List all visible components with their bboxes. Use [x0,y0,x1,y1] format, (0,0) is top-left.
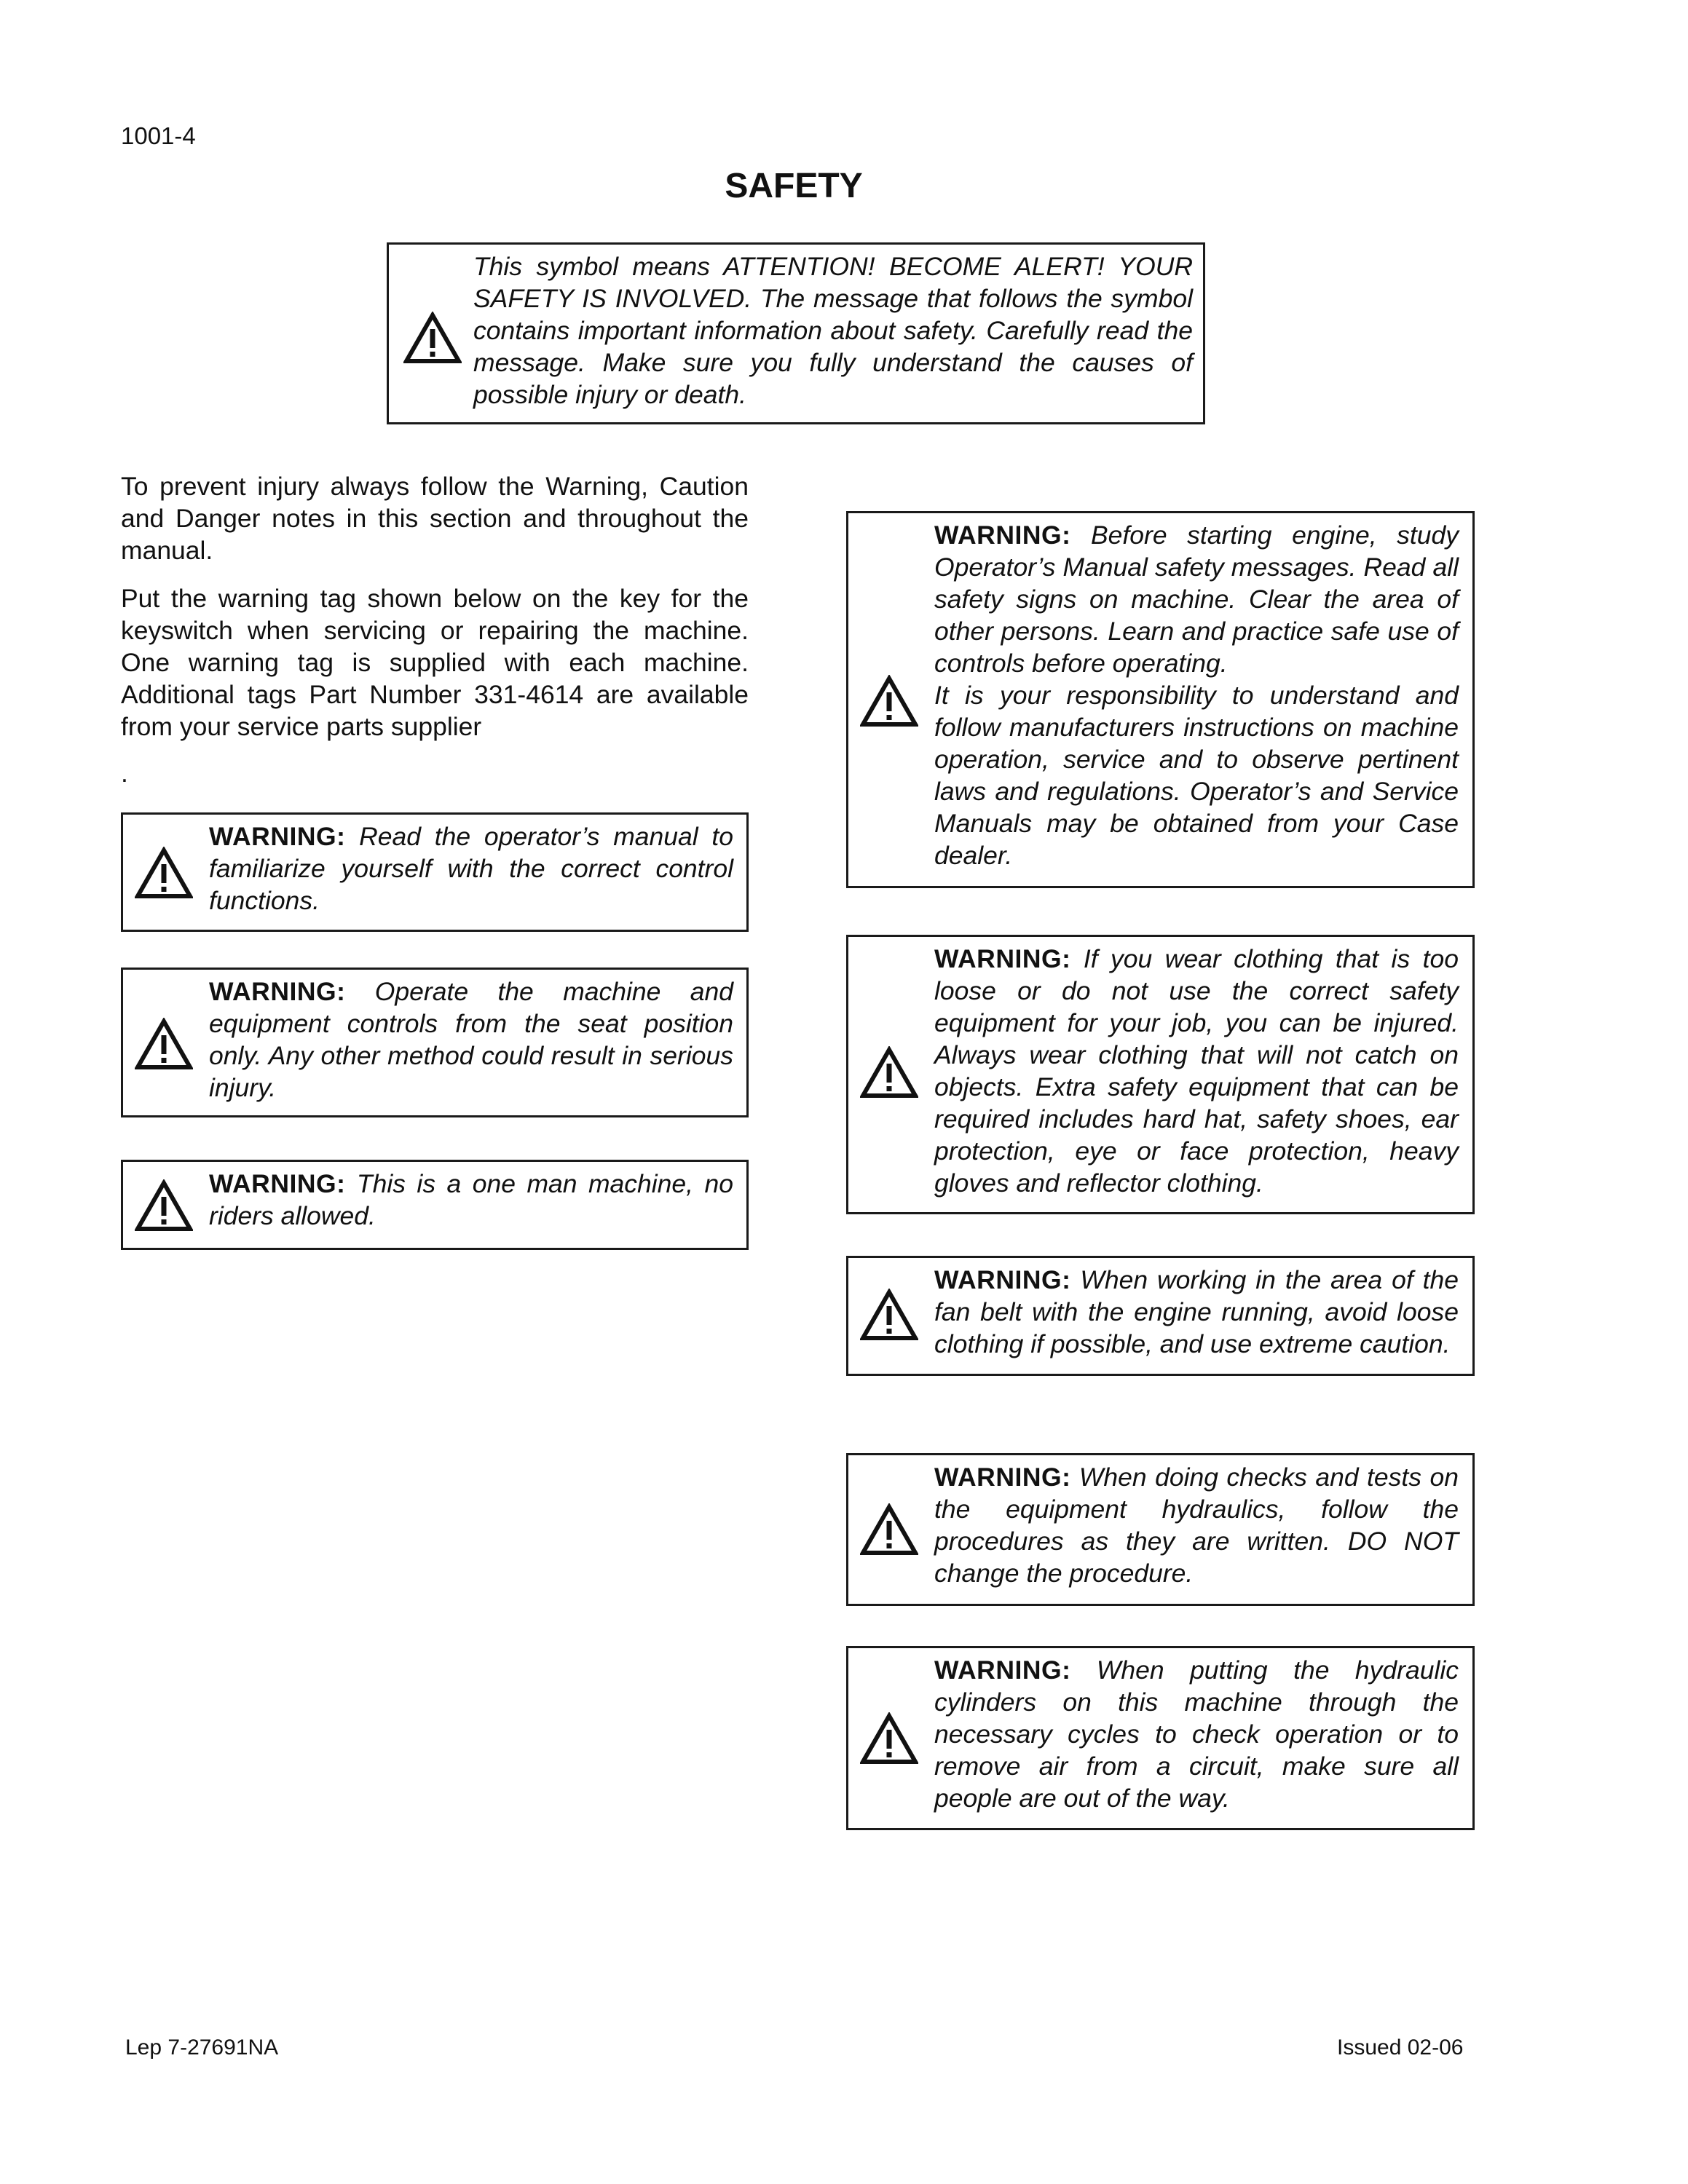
warning-message: When doing checks and tests on the equipment hydraulics, follow the procedures as they are written. DO NOT change the procedure. [934,1463,1459,1588]
warning-triangle-icon [860,1289,918,1341]
warning-message: This is a one man machine, no riders allowed. [209,1169,733,1230]
warning-label: WARNING: [934,1265,1071,1294]
footer-issue-date: Issued 02-06 [1337,2035,1464,2060]
warning-box-no-riders [121,1160,749,1250]
warning-message: Operate the machine and equipment controls from the seat position only. Any other method could result in serious injury. [209,977,733,1102]
warning-triangle-icon [860,675,918,727]
warning-label: WARNING: [209,1169,346,1198]
warning-triangle-icon [135,1018,193,1070]
warning-triangle-icon [403,312,462,364]
warning-triangle-icon [135,847,193,899]
warning-label: WARNING: [934,521,1071,550]
safety-symbol-text: This symbol means ATTENTION! BECOME ALERT! YOUR SAFETY IS INVOLVED. The message that follows the symbol contains important information about safety. Carefully read the message. Make sure you fully understand the causes of possible injury or death. [473,252,1193,409]
warning-label: WARNING: [934,944,1071,973]
warning-text [934,1461,1459,1589]
warning-text [934,519,1459,871]
warning-triangle-icon [860,1046,918,1099]
warning-text [209,976,733,1104]
warning-label: WARNING: [934,1463,1071,1492]
warning-box-clothing [846,935,1475,1214]
warning-box-seat-position [121,968,749,1117]
warning-message: If you wear clothing that is too loose or do not use the correct safety equipment for your job, you can be injured. Always wear clothing that will not catch on objects. Extra safety equipment that can be required includes hard hat, safety shoes, ear protection, eye or face protection, heavy gloves and reflector clothing. [934,944,1459,1198]
warning-box-hydraulic-checks [846,1453,1475,1606]
warning-message: When working in the area of the fan belt with the engine running, avoid loose clothing if possible, and use extreme caution. [934,1265,1459,1358]
warning-triangle-icon [860,1712,918,1765]
warning-tag-paragraph: Put the warning tag shown below on the key for the keyswitch when servicing or repairing the machine. One warning tag is supplied with each machine. Additional tags Part Number 331-4614 are available from your service parts supplier [121,584,749,741]
intro-paragraph: To prevent injury always follow the Warning, Caution and Danger notes in this section and throughout the manual. [121,472,749,565]
warning-message: Read the operator’s manual to familiarize yourself with the correct control functions. [209,822,733,915]
warning-label: WARNING: [209,977,346,1006]
warning-label: WARNING: [209,822,346,851]
page-number: 1001-4 [121,122,196,149]
warning-box-before-starting [846,511,1475,888]
warning-text [934,1264,1459,1360]
warning-text [209,820,733,917]
warning-text [934,943,1459,1199]
stray-period: . [121,759,128,788]
warning-message: When putting the hydraulic cylinders on this machine through the necessary cycles to check operation or to remove air from a circuit, make sure all people are out of the way. [934,1655,1459,1813]
warning-triangle-icon [860,1503,918,1556]
warning-text [934,1654,1459,1814]
footer-document-code: Lep 7-27691NA [125,2035,279,2060]
warning-box-fan-belt [846,1256,1475,1376]
warning-message: Before starting engine, study Operator’s Manual safety messages. Read all safety signs on machine. Clear the area of other persons. Learn and practice safe use of controls before operating. [934,521,1459,678]
warning-box-hydraulic-cylinders [846,1646,1475,1830]
warning-label: WARNING: [934,1655,1071,1685]
warning-text [209,1168,733,1232]
warning-box-read-manual [121,812,749,932]
warning-message-continued: It is your responsibility to understand and follow manufacturers instructions on machine operation, service and to observe pertinent laws and regulations. Operator’s and Service Manuals may be obtained from your Case dealer. [934,681,1459,870]
safety-symbol-notice [387,242,1205,424]
warning-triangle-icon [135,1179,193,1232]
page-title: SAFETY [725,167,863,205]
